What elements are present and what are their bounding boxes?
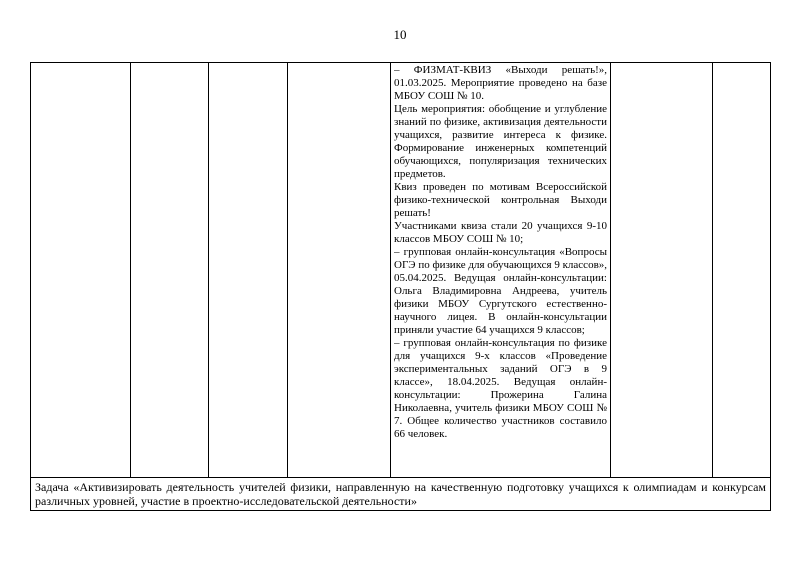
empty-cell-7 xyxy=(713,63,771,478)
empty-cell-2 xyxy=(131,63,209,478)
events-description-text xyxy=(394,64,607,475)
empty-cell-6 xyxy=(611,63,713,478)
event-paragraph-4: Участниками квиза стали 20 учащихся 9-10 классов МБОУ СОШ № 10; xyxy=(394,220,607,245)
report-table xyxy=(30,62,771,511)
event-paragraph-6: – групповая онлайн-консультация по физике для учащихся 9-х классов «Проведение экспериментальных заданий ОГЭ в 9 классе», 18.04.2025. Ведущая онлайн-консультации: Прожерина Галина Николаевна, учитель физики МБОУ СОШ № 7. Общее количество участников составило 66 человек. xyxy=(394,337,607,440)
empty-cell-3 xyxy=(209,63,288,478)
table-row xyxy=(31,63,771,478)
empty-cell-1 xyxy=(31,63,131,478)
task-text: Задача «Активизировать деятельность учителей физики, направленную на качественную подготовку учащихся к олимпиадам и конкурсам различных уровней, участие в проектно-исследовательской деятельности» xyxy=(35,480,766,508)
table-row xyxy=(31,478,771,511)
events-description-cell xyxy=(391,63,611,478)
empty-cell-4 xyxy=(288,63,391,478)
event-paragraph-1: – ФИЗМАТ-КВИЗ «Выходи решать!», 01.03.2025. Мероприятие проведено на базе МБОУ СОШ № 10. xyxy=(394,64,607,102)
event-paragraph-3: Квиз проведен по мотивам Всероссийской физико-технической контрольная Выходи решать! xyxy=(394,181,607,219)
event-paragraph-2: Цель мероприятия: обобщение и углубление знаний по физике, активизация деятельности учащихся, развитие интереса к физике. Формирование инженерных компетенций обучающихся, популяризация технических предметов. xyxy=(394,103,607,180)
task-row-cell xyxy=(31,478,771,511)
page-number: 10 xyxy=(393,27,407,42)
event-paragraph-5: – групповая онлайн-консультация «Вопросы ОГЭ по физике для обучающихся 9 классов», 05.04.2025. Ведущая онлайн-консультации: Ольга Владимировна Андреева, учитель физики МБОУ Сургутского естественно-научного лицея. В онлайн-консультации приняли участие 64 учащихся 9 классов; xyxy=(394,246,607,336)
